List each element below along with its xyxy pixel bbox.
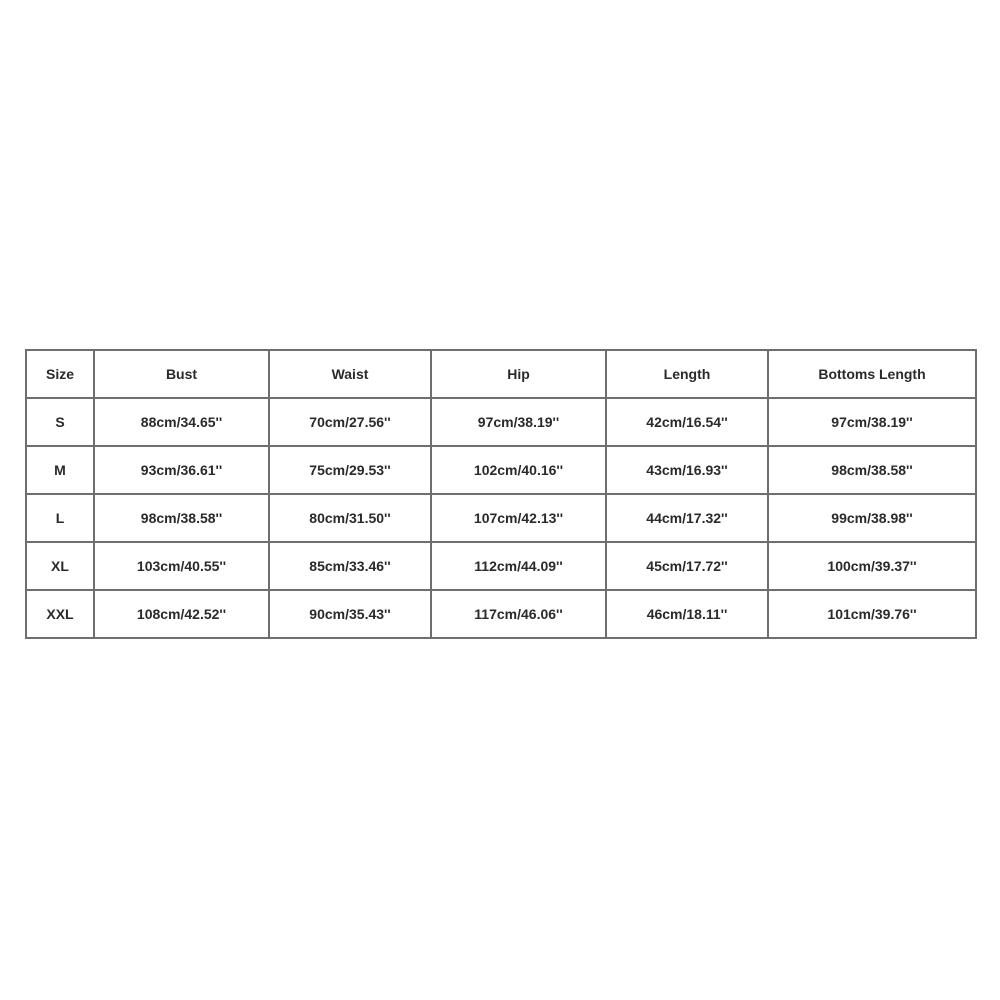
header-size: Size	[26, 350, 94, 398]
header-hip: Hip	[431, 350, 606, 398]
size-cell: XXL	[26, 590, 94, 638]
bottoms-length-cell: 100cm/39.37''	[768, 542, 976, 590]
size-cell: XL	[26, 542, 94, 590]
size-chart-table	[25, 349, 977, 639]
waist-cell: 70cm/27.56''	[269, 398, 431, 446]
waist-cell: 85cm/33.46''	[269, 542, 431, 590]
size-cell: S	[26, 398, 94, 446]
table-row	[26, 590, 976, 638]
table-row	[26, 398, 976, 446]
waist-cell: 75cm/29.53''	[269, 446, 431, 494]
length-cell: 44cm/17.32''	[606, 494, 768, 542]
table-row	[26, 446, 976, 494]
header-waist: Waist	[269, 350, 431, 398]
length-cell: 45cm/17.72''	[606, 542, 768, 590]
bust-cell: 108cm/42.52''	[94, 590, 269, 638]
bottoms-length-cell: 98cm/38.58''	[768, 446, 976, 494]
table-row	[26, 494, 976, 542]
bust-cell: 93cm/36.61''	[94, 446, 269, 494]
length-cell: 46cm/18.11''	[606, 590, 768, 638]
bust-cell: 98cm/38.58''	[94, 494, 269, 542]
bust-cell: 103cm/40.55''	[94, 542, 269, 590]
bust-cell: 88cm/34.65''	[94, 398, 269, 446]
length-cell: 43cm/16.93''	[606, 446, 768, 494]
hip-cell: 112cm/44.09''	[431, 542, 606, 590]
header-bust: Bust	[94, 350, 269, 398]
hip-cell: 107cm/42.13''	[431, 494, 606, 542]
length-cell: 42cm/16.54''	[606, 398, 768, 446]
bottoms-length-cell: 101cm/39.76''	[768, 590, 976, 638]
header-bottoms-length: Bottoms Length	[768, 350, 976, 398]
header-length: Length	[606, 350, 768, 398]
waist-cell: 80cm/31.50''	[269, 494, 431, 542]
table-row	[26, 542, 976, 590]
size-cell: M	[26, 446, 94, 494]
header-row	[26, 350, 976, 398]
waist-cell: 90cm/35.43''	[269, 590, 431, 638]
hip-cell: 102cm/40.16''	[431, 446, 606, 494]
bottoms-length-cell: 99cm/38.98''	[768, 494, 976, 542]
hip-cell: 117cm/46.06''	[431, 590, 606, 638]
hip-cell: 97cm/38.19''	[431, 398, 606, 446]
bottoms-length-cell: 97cm/38.19''	[768, 398, 976, 446]
size-cell: L	[26, 494, 94, 542]
